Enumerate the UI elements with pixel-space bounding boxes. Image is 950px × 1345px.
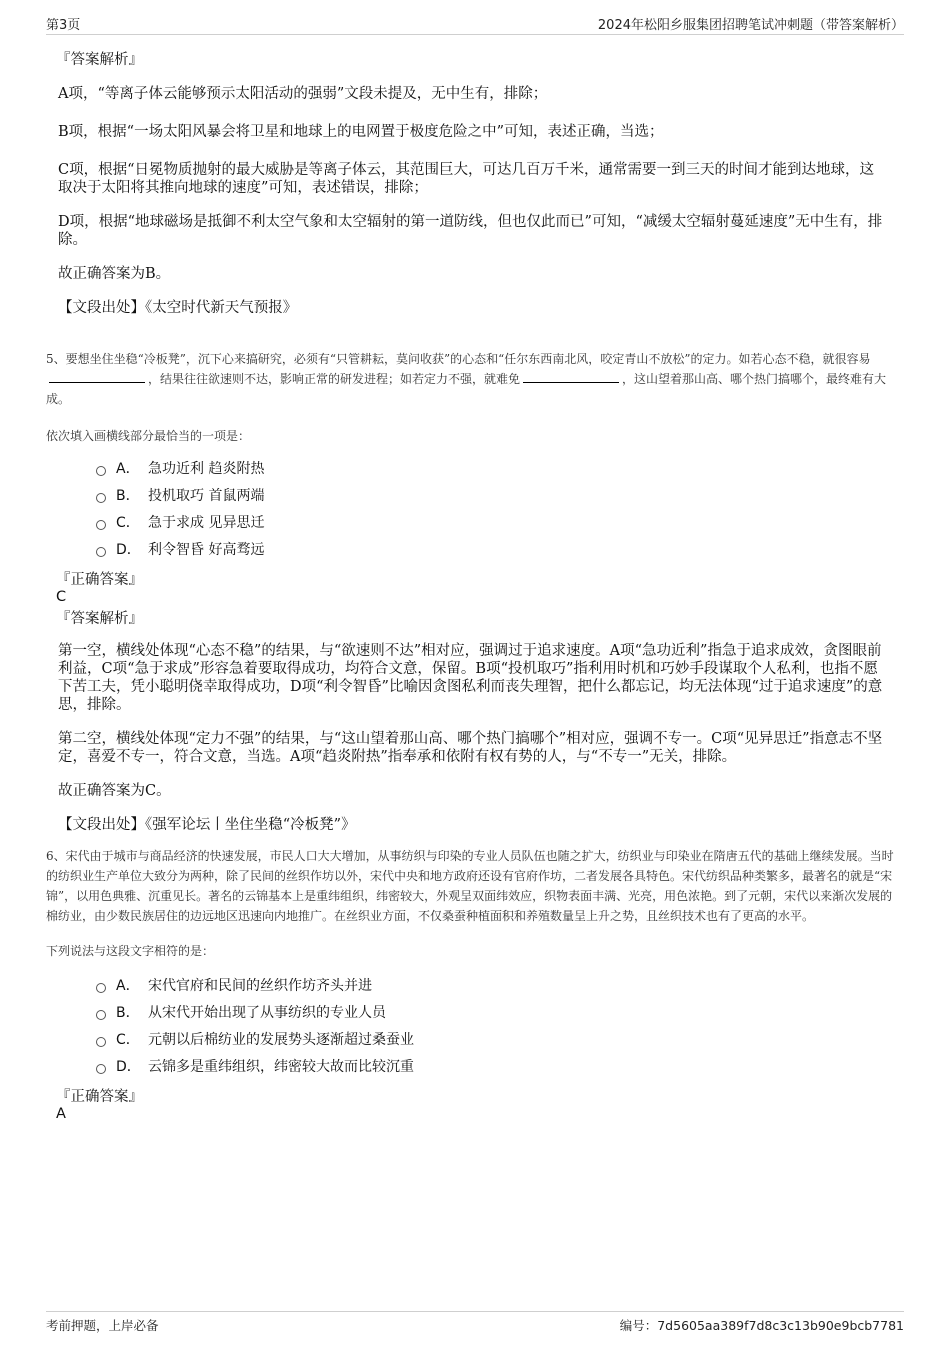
- page-footer: [46, 1311, 904, 1334]
- q6-option-a[interactable]: A． 宋代官府和民间的丝织作坊齐头并进: [96, 973, 904, 1000]
- radio-icon[interactable]: [96, 1037, 106, 1047]
- footer-slogan: 考前押题，上岸必备: [46, 1318, 159, 1333]
- q4-analysis-b: B项，根据“一场太阳风暴会将卫星和地球上的电网置于极度危险之中”可知，表述正确，当选；: [58, 124, 664, 140]
- document-title: 2024年松阳乡服集团招聘笔试冲刺题（带答案解析）: [597, 18, 904, 33]
- q6-option-d[interactable]: D． 云锦多是重纬组织，纬密较大故而比较沉重: [96, 1054, 904, 1081]
- document-body: [46, 44, 904, 1122]
- q5-conclusion: 故正确答案为C。: [58, 783, 171, 799]
- q4-analysis-label: 『答案解析』: [56, 52, 143, 68]
- q6-option-b[interactable]: B． 从宋代开始出现了从事纺织的专业人员: [96, 1000, 904, 1027]
- q5-question: 5、要想坐住坐稳“冷板凳”，沉下心来搞研究，必须有“只管耕耘，莫问收获”的心态和“任尔东西南北风，咬定青山不放松”的定力。如若心态不稳，就很容易，结果往往欲速则不达，影响正常的研发进程；如若定力不强，就难免 ，这山望着那山高、哪个热门搞哪个，最终难有大成。: [46, 352, 887, 406]
- q5-option-b[interactable]: B． 投机取巧 首鼠两端: [96, 483, 904, 510]
- q6-answer-label: 『正确答案』: [56, 1089, 143, 1105]
- radio-icon[interactable]: [96, 520, 106, 530]
- q6-option-c[interactable]: C． 元朝以后棉纺业的发展势头逐渐超过桑蚕业: [96, 1027, 904, 1054]
- q5-option-c[interactable]: C． 急于求成 见异思迁: [96, 510, 904, 537]
- q6-answer: A: [56, 1106, 66, 1122]
- q5-option-d[interactable]: D． 利令智昏 好高骛远: [96, 537, 904, 564]
- q6-prompt: 下列说法与这段文字相符的是：: [46, 944, 215, 958]
- radio-icon[interactable]: [96, 493, 106, 503]
- q5-answer: C: [56, 589, 67, 605]
- q4-analysis-d: D项，根据“地球磁场是抵御不利太空气象和太空辐射的第一道防线，但也仅此而已”可知，“减缓太空辐射蔓延速度”无中生有，排除。: [58, 214, 883, 248]
- q5-analysis-label: 『答案解析』: [56, 611, 143, 627]
- q5-option-a[interactable]: A． 急功近利 趋炎附热: [96, 456, 904, 483]
- q5-answer-label: 『正确答案』: [56, 572, 143, 588]
- q6-question: 6、宋代由于城市与商品经济的快速发展，市民人口大大增加，从事纺织与印染的专业人员队伍也随之扩大，纺织业与印染业在隋唐五代的基础上继续发展。当时的纺织业生产单位大致分为两种，除了民间的丝织作坊以外，宋代中央和地方政府还设有官府作坊，二者发展各具特色。宋代纺织品种类繁多，最著名的就是“宋锦”，以用色典雅、沉重见长。著名的云锦基本上是重纬组织，纬密较大，外观呈双面纬效应，织物表面丰满、光亮，用色浓艳。到了元朝，宋代以来渐次发展的棉纺业，由少数民族居住的边远地区迅速向内地推广。在丝织业方面，不仅桑蚕种植面积和养殖数量呈上升之势，且丝织技术也有了更高的水平。: [46, 849, 894, 923]
- q5-prompt: 依次填入画横线部分最恰当的一项是：: [46, 429, 251, 443]
- q4-conclusion: 故正确答案为B。: [58, 266, 171, 282]
- q6-options: [96, 973, 904, 1081]
- q5-analysis-1: 第一空，横线处体现“心态不稳”的结果，与“欲速则不达”相对应，强调过于追求速度。A项“急功近利”指急于追求成效，贪图眼前利益，C项“急于求成”形容急着要取得成功，均符合文意，保留。B项“投机取巧”指利用时机和巧妙手段谋取个人私利，也指不愿下苦工夫，凭小聪明侥幸取得成功，D项“利令智昏”比喻因贪图私利而丧失理智，把什么都忘记，均无法体现“过于追求速度”的意思，排除。: [58, 643, 883, 713]
- page-header: [46, 14, 904, 35]
- q4-analysis-a: A项，“等离子体云能够预示太阳活动的强弱”文段未提及，无中生有，排除；: [58, 86, 548, 102]
- radio-icon[interactable]: [96, 466, 106, 476]
- q4-analysis-c: C项，根据“日冕物质抛射的最大威胁是等离子体云，其范围巨大，可达几百万千米，通常需要一到三天的时间才能到达地球，这取决于太阳将其推向地球的速度”可知，表述错误，排除；: [58, 162, 875, 196]
- radio-icon[interactable]: [96, 1010, 106, 1020]
- radio-icon[interactable]: [96, 547, 106, 557]
- radio-icon[interactable]: [96, 983, 106, 993]
- q4-source: 【文段出处】《太空时代新天气预报》: [58, 300, 298, 316]
- q5-source: 【文段出处】《强军论坛丨坐住坐稳“冷板凳”》: [58, 817, 356, 833]
- q5-options: [96, 456, 904, 564]
- q5-analysis-2: 第二空，横线处体现“定力不强”的结果，与“这山望着那山高、哪个热门搞哪个”相对应，强调不专一。C项“见异思迁”指意志不坚定，喜爱不专一，符合文意，当选。A项“趋炎附热”指奉承和依附有权有势的人，与“不专一”无关，排除。: [58, 731, 883, 765]
- page-number: 第3页: [46, 18, 81, 33]
- q5-blank-2: [523, 370, 619, 383]
- document-id: 编号：7d5605aa389f7d8c3c13b90e9bcb7781: [619, 1318, 904, 1333]
- q5-blank-1: [49, 370, 145, 383]
- radio-icon[interactable]: [96, 1064, 106, 1074]
